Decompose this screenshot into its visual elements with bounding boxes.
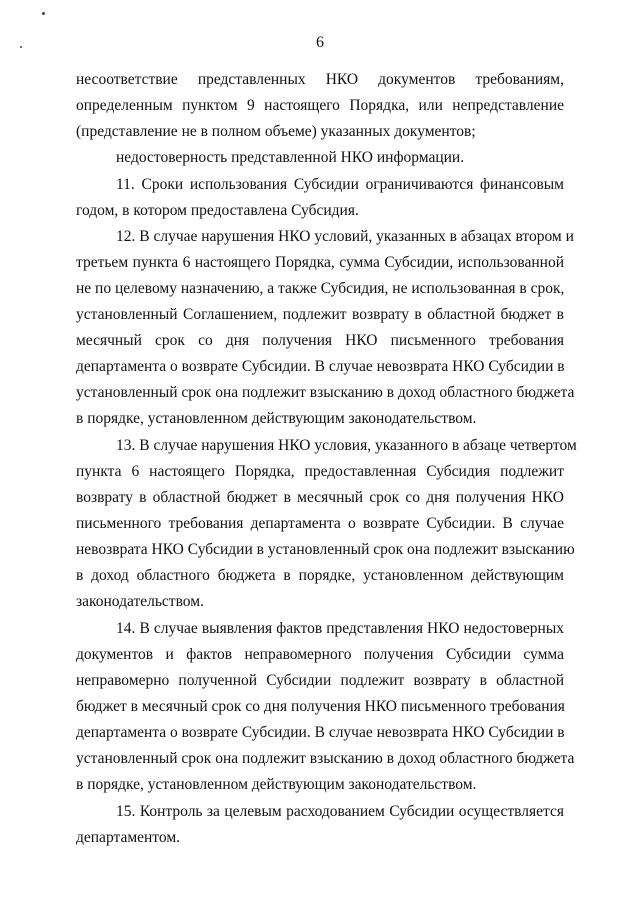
- text-line: годом, в котором предоставлена Субсидия.: [76, 202, 359, 219]
- text-line: неправомерно полученной Субсидии подлежит возврату в областной: [76, 672, 564, 689]
- text-line: несоответствие представленных НКО документов требованиям,: [76, 71, 564, 88]
- text-line: невозврата НКО Субсидии в установленный срок она подлежит взысканию: [76, 541, 575, 558]
- page-number: 6: [316, 34, 324, 51]
- text-line: письменного требования департамента о возврате Субсидии. В случае: [76, 515, 564, 532]
- text-line: установленный срок она подлежит взысканию в доход областного бюджета: [76, 384, 575, 401]
- text-line: департаментом.: [76, 829, 181, 846]
- text-line: недостоверность представленной НКО информации.: [116, 149, 465, 166]
- text-line: 13. В случае нарушения НКО условия, указанного в абзаце четвертом: [116, 437, 577, 454]
- text-line: в порядке, установленном действующим законодательством.: [76, 410, 477, 427]
- text-line: законодательством.: [76, 593, 204, 610]
- text-line: бюджет в месячный срок со дня получения НКО письменного требования: [76, 698, 565, 715]
- text-line: месячный срок со дня получения НКО письменного требования: [76, 332, 564, 349]
- text-line: возврату в областной бюджет в месячный срок со дня получения НКО: [76, 489, 564, 506]
- text-line: определенным пунктом 9 настоящего Порядка, или непредставление: [76, 97, 564, 114]
- text-line: документов и фактов неправомерного получения Субсидии сумма: [76, 646, 564, 663]
- text-line: департамента о возврате Субсидии. В случае невозврата НКО Субсидии в: [76, 724, 565, 741]
- text-line: 15. Контроль за целевым расходованием Субсидии осуществляется: [116, 803, 564, 820]
- text-line: пункта 6 настоящего Порядка, предоставленная Субсидия подлежит: [76, 463, 564, 480]
- text-line: 14. В случае выявления фактов представления НКО недостоверных: [116, 620, 564, 637]
- text-line: третьем пункта 6 настоящего Порядка, сумма Субсидии, использованной: [76, 254, 564, 271]
- text-line: 11. Сроки использования Субсидии ограничиваются финансовым: [116, 176, 564, 193]
- text-line: 12. В случае нарушения НКО условий, указанных в абзацах втором и: [116, 228, 574, 245]
- text-line: не по целевому назначению, а также Субсидия, не использованная в срок,: [76, 280, 565, 297]
- text-line: (представление не в полном объеме) указанных документов;: [76, 123, 476, 140]
- scan-artifact-dot: [42, 12, 45, 15]
- text-line: департамента о возврате Субсидии. В случае невозврата НКО Субсидии в: [76, 358, 565, 375]
- text-line: установленный Соглашением, подлежит возврату в областной бюджет в: [76, 306, 564, 323]
- text-line: в доход областного бюджета в порядке, установленном действующим: [76, 567, 564, 584]
- text-line: в порядке, установленном действующим законодательством.: [76, 776, 477, 793]
- text-line: установленный срок она подлежит взысканию в доход областного бюджета: [76, 750, 575, 767]
